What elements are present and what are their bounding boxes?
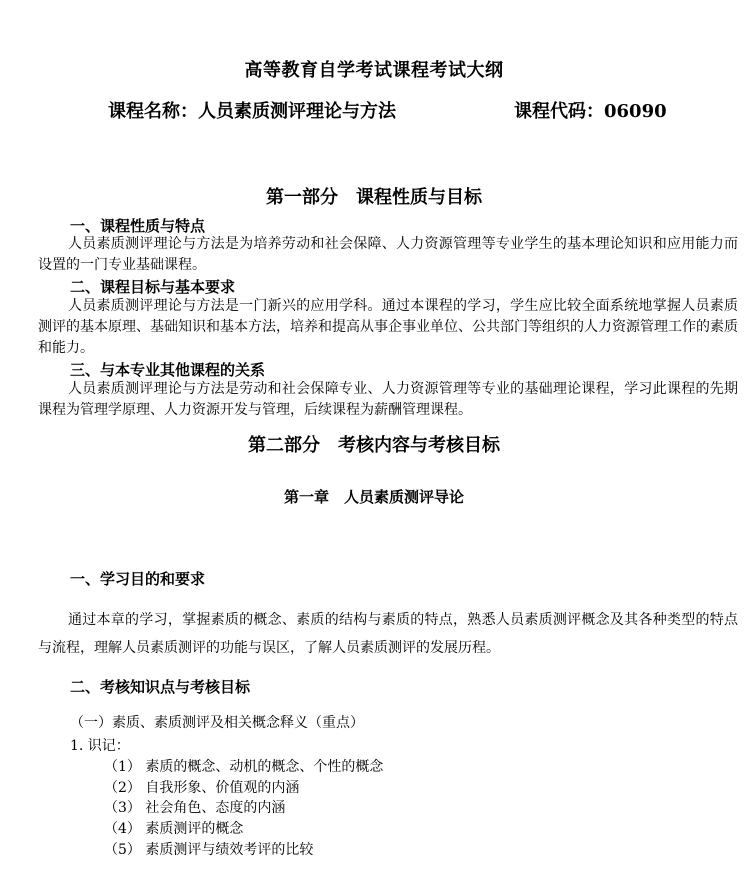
part2-section2-heading: 二、考核知识点与考核目标 bbox=[70, 678, 251, 696]
list-item: （4） 素质测评的概念 bbox=[104, 821, 244, 837]
list-item: （5） 素质测评与绩效考评的比较 bbox=[104, 842, 314, 858]
part1-section3-text: 人员素质测评理论与方法是劳动和社会保障专业、人力资源管理等专业的基础理论课程，学习此课程的先期课程为管理学原理、人力资源开发与管理，后续课程为薪酬管理课程。 bbox=[38, 381, 738, 418]
part1-section1-text: 人员素质测评理论与方法是为培养劳动和社会保障、人力资源管理等专业学生的基本理论知识和应用能力而设置的一门专业基础课程。 bbox=[38, 236, 738, 273]
part1-section3-heading: 三、与本专业其他课程的关系 bbox=[70, 361, 266, 379]
course-name: 课程名称：人员素质测评理论与方法 bbox=[108, 101, 396, 122]
subsection-heading: （一）素质、素质测评及相关概念释义（重点） bbox=[70, 715, 364, 731]
document-title: 高等教育自学考试课程考试大纲 bbox=[244, 60, 504, 81]
part1-title: 第一部分 课程性质与目标 bbox=[266, 187, 482, 208]
course-code: 课程代码：06090 bbox=[514, 101, 667, 122]
list-item: （2） 自我形象、价值观的内涵 bbox=[104, 780, 300, 796]
part1-section2-heading: 二、课程目标与基本要求 bbox=[70, 278, 236, 296]
chapter-title: 第一章 人员素质测评导论 bbox=[283, 488, 464, 506]
list-item: （3） 社会角色、态度的内涵 bbox=[104, 800, 286, 816]
list-item-recall: 1. 识记： bbox=[70, 738, 130, 754]
part1-section1-heading: 一、课程性质与特点 bbox=[70, 217, 206, 235]
part2-section1-heading: 一、学习目的和要求 bbox=[70, 570, 206, 588]
part2-title: 第二部分 考核内容与考核目标 bbox=[248, 435, 500, 456]
part2-section1-text: 通过本章的学习，掌握素质的概念、素质的结构与素质的特点，熟悉人员素质测评概念及其各种类型的特点与流程，理解人员素质测评的功能与误区，了解人员素质测评的发展历程。 bbox=[38, 612, 738, 656]
part1-section2-text: 人员素质测评理论与方法是一门新兴的应用学科。通过本课程的学习，学生应比较全面系统地掌握人员素质测评的基本原理、基础知识和基本方法，培养和提高从事企事业单位、公共部门等组织的人力资源管理工作的素质和能力。 bbox=[38, 298, 738, 356]
list-item: （1） 素质的概念、动机的概念、个性的概念 bbox=[104, 759, 384, 775]
